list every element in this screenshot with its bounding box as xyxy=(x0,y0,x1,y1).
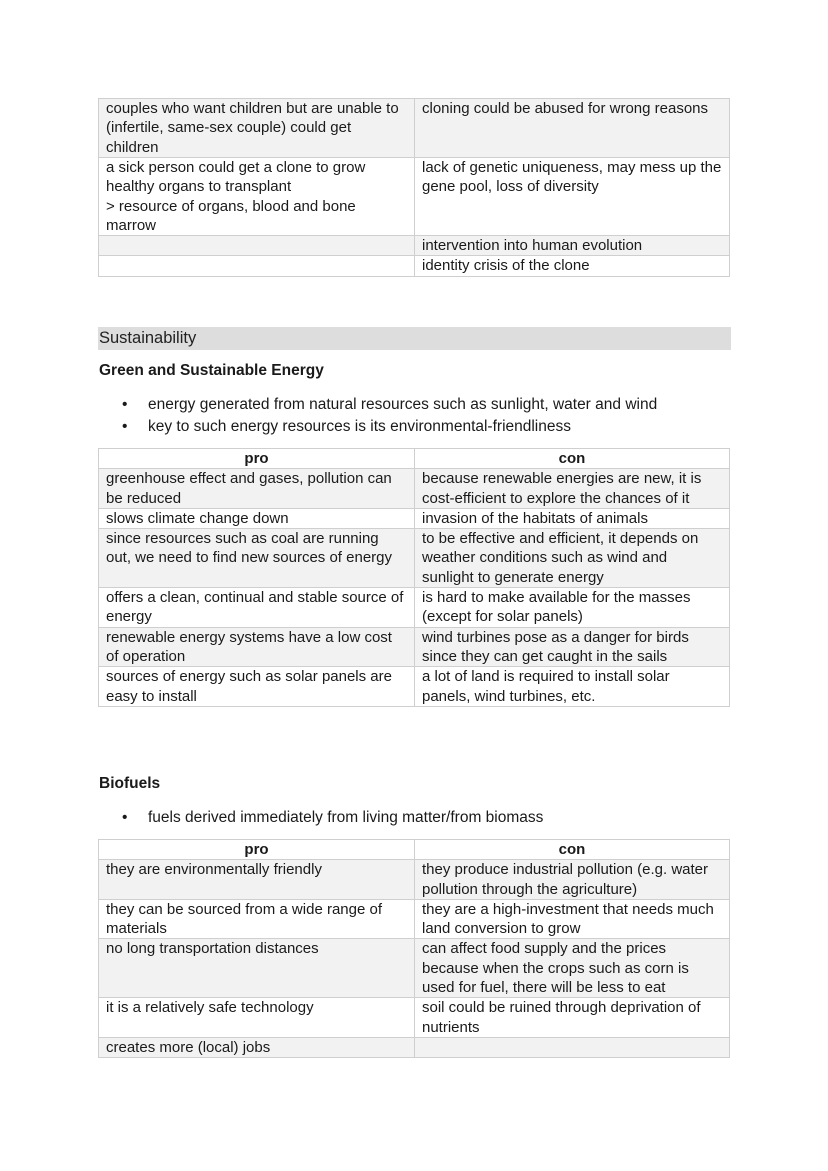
table-cell-pro: they can be sourced from a wide range of materials xyxy=(99,899,415,939)
table-cell-con: invasion of the habitats of animals xyxy=(415,508,730,528)
heading-biofuels: Biofuels xyxy=(99,775,161,792)
bullet-icon: • xyxy=(122,417,128,435)
green-energy-pros-cons-table xyxy=(98,448,730,707)
table-cell-pro: renewable energy systems have a low cost of operation xyxy=(99,627,415,667)
table-row xyxy=(99,899,730,939)
table-cell-con: to be effective and efficient, it depends on weather conditions such as wind and sunlight to generate energy xyxy=(415,529,730,588)
table-row xyxy=(99,529,730,588)
table-cell-pro: sources of energy such as solar panels are easy to install xyxy=(99,667,415,707)
table-cell-con: wind turbines pose as a danger for birds since they can get caught in the sails xyxy=(415,627,730,667)
table-row xyxy=(99,99,730,158)
table-header-row xyxy=(99,449,730,469)
table-cell-pro: creates more (local) jobs xyxy=(99,1037,415,1057)
table-cell-right: cloning could be abused for wrong reasons xyxy=(415,99,730,158)
table-cell-pro: no long transportation distances xyxy=(99,939,415,998)
table-cell-right: identity crisis of the clone xyxy=(415,256,730,276)
bullet-list-green-energy xyxy=(122,394,657,437)
cell-text-main: a sick person could get a clone to grow healthy organs to transplant > resource of organs, blood and bone marrow xyxy=(106,159,366,234)
table-cell-con: can affect food supply and the prices because when the crops such as corn is used for fuel, there will be less to eat xyxy=(415,939,730,998)
table-cell-con: they are a high-investment that needs much land conversion to grow xyxy=(415,899,730,939)
list-item-text: key to such energy resources is its environmental-friendliness xyxy=(148,417,571,435)
table-row xyxy=(99,1037,730,1057)
list-item xyxy=(122,807,543,829)
table-header-row xyxy=(99,840,730,860)
column-header-con: con xyxy=(415,449,730,469)
table-cell-pro: slows climate change down xyxy=(99,508,415,528)
table-cell-pro: they are environmentally friendly xyxy=(99,860,415,900)
table-row xyxy=(99,998,730,1038)
table-cell-con: a lot of land is required to install solar panels, wind turbines, etc. xyxy=(415,667,730,707)
table-row xyxy=(99,588,730,628)
column-header-con: con xyxy=(415,840,730,860)
table-cell-left xyxy=(99,236,415,256)
table-cell-con: soil could be ruined through deprivation of nutrients xyxy=(415,998,730,1038)
table-row xyxy=(99,508,730,528)
section-heading-sustainability xyxy=(98,327,731,350)
table-cell-left: couples who want children but are unable to (infertile, same-sex couple) could get children xyxy=(99,99,415,158)
column-header-pro: pro xyxy=(99,840,415,860)
heading-green-energy: Green and Sustainable Energy xyxy=(99,362,324,379)
column-header-pro: pro xyxy=(99,449,415,469)
table-cell-con: is hard to make available for the masses (except for solar panels) xyxy=(415,588,730,628)
biofuels-pros-cons-table xyxy=(98,839,730,1058)
table-cell-pro: since resources such as coal are running out, we need to find new sources of energy xyxy=(99,529,415,588)
table-row xyxy=(99,667,730,707)
list-item-text: fuels derived immediately from living matter/from biomass xyxy=(148,809,544,826)
table-cell-right: lack of genetic uniqueness, may mess up the gene pool, loss of diversity xyxy=(415,158,730,236)
table-row xyxy=(99,236,730,256)
list-item xyxy=(122,416,657,438)
table-row xyxy=(99,627,730,667)
table-cell-right: intervention into human evolution xyxy=(415,236,730,256)
list-item-text: energy generated from natural resources such as sunlight, water and wind xyxy=(148,396,658,413)
table-cell-left xyxy=(99,158,415,236)
table-row xyxy=(99,158,730,236)
cloning-pros-cons-table xyxy=(98,98,730,277)
table-cell-pro: it is a relatively safe technology xyxy=(99,998,415,1038)
table-cell-left xyxy=(99,256,415,276)
table-cell-pro: offers a clean, continual and stable source of energy xyxy=(99,588,415,628)
bullet-icon: • xyxy=(122,809,128,826)
table-cell-con xyxy=(415,1037,730,1057)
table-cell-con: because renewable energies are new, it is cost-efficient to explore the chances of it xyxy=(415,469,730,509)
list-item xyxy=(122,394,657,416)
table-row xyxy=(99,939,730,998)
table-cell-con: they produce industrial pollution (e.g. water pollution through the agriculture) xyxy=(415,860,730,900)
table-row xyxy=(99,469,730,509)
bullet-list-biofuels xyxy=(122,807,543,829)
bullet-icon: • xyxy=(122,396,128,413)
table-cell-pro: greenhouse effect and gases, pollution can be reduced xyxy=(99,469,415,509)
section-title: Sustainability xyxy=(99,329,197,347)
table-row xyxy=(99,256,730,276)
table-row xyxy=(99,860,730,900)
